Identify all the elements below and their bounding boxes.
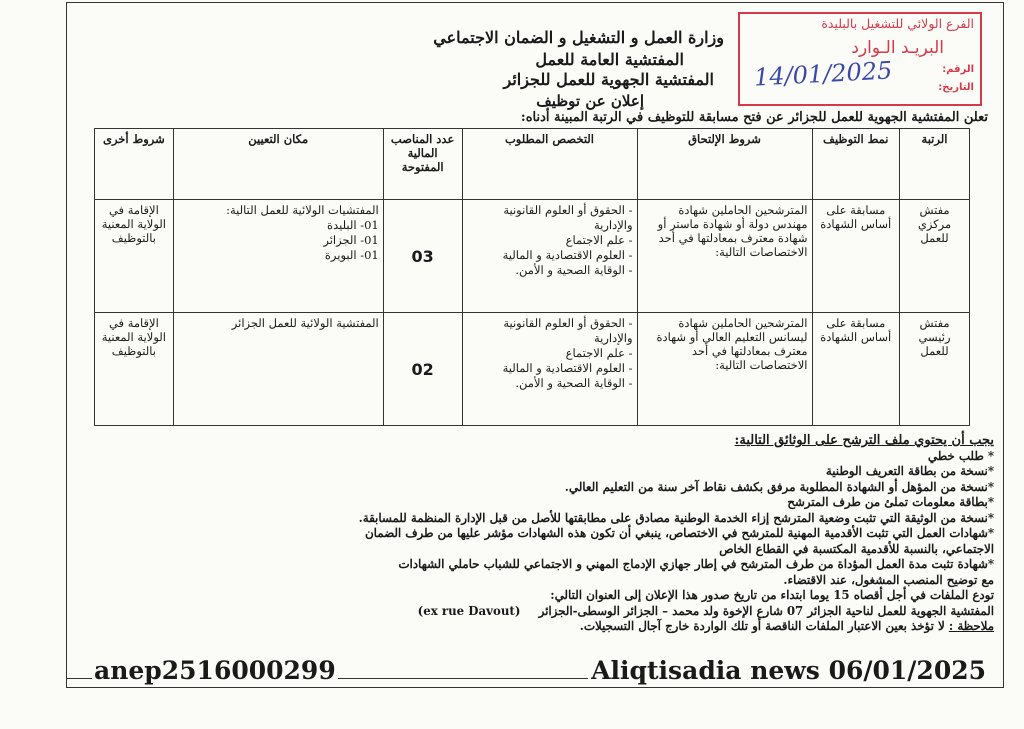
requirement-item: *شهادة تثبت مدة العمل المؤداة من طرف المترشح في إطار جهازي الإدماج المهني و الاجتماعي للشباب حاملي الشهادات bbox=[398, 557, 994, 571]
requirements-title: يجب أن يحتوي ملف الترشح على الوثائق التالية: bbox=[734, 433, 994, 448]
cell-other: الإقامة في الولاية المعنية بالتوظيف bbox=[95, 313, 174, 426]
requirement-item: *نسخة من الوثيقة التي تثبت وضعية المترشح إزاء الخدمة الوطنية مصادق على مطابقتها للأصل من قبل الإدارة المنظمة للمسابقة. bbox=[358, 510, 994, 525]
announcement-title: إعلان عن توظيف bbox=[536, 92, 644, 110]
cell-mode: مسابقة على أساس الشهادة bbox=[812, 313, 900, 426]
place-item: 01- البويرة bbox=[324, 248, 379, 262]
cell-conditions: المترشحين الحاملين شهادة مهندس دولة أو شهادة ماستر أو شهادة معترف بمعادلتها في أحد الاختصاصات التالية: bbox=[637, 200, 812, 313]
stamp-office: الفرع الولائي للتشغيل بالبليدة bbox=[821, 16, 974, 31]
cell-positions: 02 bbox=[383, 313, 462, 426]
place-title: المفتشيات الولائية للعمل التالية: bbox=[226, 203, 379, 217]
cell-positions: 03 bbox=[383, 200, 462, 313]
requirement-item: * طلب خطي bbox=[927, 448, 994, 463]
positions-table bbox=[94, 128, 970, 426]
requirement-item: *شهادات العمل التي تثبت الأقدمية المهنية للمترشح في الاختصاص، ينبغي أن تكون هذه الشهادات مؤشر عليها من طرف الضمان bbox=[365, 526, 994, 540]
requirement-item: الاجتماعي، بالنسبة للأقدمية المكتسبة في القطاع الخاص bbox=[719, 541, 994, 556]
specialty-item: - الوقاية الصحية و الأمن. bbox=[515, 263, 633, 277]
place-title: المفتشية الولائية للعمل الجزائر bbox=[231, 316, 379, 330]
footer-rule bbox=[338, 678, 588, 679]
note-line bbox=[34, 619, 994, 635]
stamp-number-label: الرقم: bbox=[942, 64, 974, 75]
general-inspectorate-title: المفتشية العامة للعمل bbox=[535, 50, 684, 69]
deadline-text: تودع الملفات في أجل أقصاه 15 يوما ابتداء من تاريخ صدور هذا الإعلان إلى العنوان التالي: bbox=[550, 588, 994, 602]
regional-inspectorate-title: المفتشية الجهوية للعمل للجزائر bbox=[503, 70, 714, 89]
specialty-item: - الحقوق أو العلوم القانونية والإدارية bbox=[503, 203, 633, 232]
specialty-item: - علم الاجتماع bbox=[565, 233, 633, 247]
requirement-item: مع توضيح المنصب المشغول، عند الاقتضاء. bbox=[783, 572, 994, 587]
address-old-name: (ex rue Davout) bbox=[417, 603, 521, 618]
stamp-incoming-mail: البريـد الـوارد bbox=[851, 38, 944, 58]
requirement-item: *نسخة من بطاقة التعريف الوطنية bbox=[825, 464, 994, 478]
cell-place bbox=[173, 313, 383, 426]
header-specialty: التخصص المطلوب bbox=[462, 129, 637, 200]
cell-rank: مفتش رئيسي للعمل bbox=[900, 313, 970, 426]
table-row bbox=[95, 200, 970, 313]
table-row bbox=[95, 313, 970, 426]
footer-rule bbox=[66, 678, 92, 679]
cell-mode: مسابقة على أساس الشهادة bbox=[812, 200, 900, 313]
header-positions: عدد المناصب المالية المفتوحة bbox=[383, 129, 462, 200]
cell-conditions: المترشحين الحاملين شهادة ليسانس التعليم العالي أو شهادة معترف بمعادلتها في أحد الاختصاصات التالية: bbox=[637, 313, 812, 426]
specialty-item: - علم الاجتماع bbox=[565, 346, 633, 360]
page-footer bbox=[66, 656, 1002, 696]
address-line bbox=[34, 604, 994, 620]
intro-text: تعلن المفتشية الجهوية للعمل للجزائر عن فتح مسابقة للتوظيف في الرتبة المبينة أدناه: bbox=[520, 110, 988, 125]
reception-stamp bbox=[738, 12, 982, 106]
specialty-item: - العلوم الاقتصادية و المالية bbox=[502, 361, 633, 375]
table-header-row bbox=[95, 129, 970, 200]
cell-other: الإقامة في الولاية المعنية بالتوظيف bbox=[95, 200, 174, 313]
header-conditions: شروط الإلتحاق bbox=[637, 129, 812, 200]
stamp-date: 14/01/2025 bbox=[753, 56, 893, 92]
cell-specialties bbox=[462, 313, 637, 426]
footer-source: Aliqtisadia news 06/01/2025 bbox=[591, 656, 986, 685]
specialty-item: - الوقاية الصحية و الأمن. bbox=[515, 376, 633, 390]
cell-specialties bbox=[462, 200, 637, 313]
ministry-title: وزارة العمل و التشغيل و الضمان الاجتماعي bbox=[433, 28, 724, 47]
place-item: 01- البليدة bbox=[327, 218, 379, 232]
header-other: شروط أخرى bbox=[95, 129, 174, 200]
cell-place bbox=[173, 200, 383, 313]
address-text: المفتشية الجهوية للعمل لناحية الجزائر 07 شارع الإخوة ولد محمد – الجزائر الوسطى-الجزائر bbox=[538, 603, 994, 618]
header-mode: نمط التوظيف bbox=[812, 129, 900, 200]
note-label: ملاحظة : bbox=[948, 619, 994, 633]
specialty-item: - العلوم الاقتصادية و المالية bbox=[502, 248, 633, 262]
cell-rank: مفتش مركزي للعمل bbox=[900, 200, 970, 313]
place-item: 01- الجزائر bbox=[323, 233, 379, 247]
header-place: مكان التعيين bbox=[173, 129, 383, 200]
footer-reference: anep2516000299 bbox=[94, 656, 336, 685]
requirement-item: *نسخة من المؤهل أو الشهادة المطلوبة مرفق بكشف نقاط آخر سنة من التعليم العالي. bbox=[564, 479, 994, 494]
specialty-item: - الحقوق أو العلوم القانونية والإدارية bbox=[503, 316, 633, 345]
requirement-item: *بطاقة معلومات تملئ من طرف المترشح bbox=[787, 495, 994, 509]
requirements-section bbox=[34, 433, 994, 635]
header-rank: الرتبة bbox=[900, 129, 970, 200]
stamp-date-label: التاريخ: bbox=[938, 82, 974, 93]
note-text: لا تؤخذ بعين الاعتبار الملفات الناقصة أو تلك الواردة خارج آجال التسجيلات. bbox=[579, 619, 945, 633]
